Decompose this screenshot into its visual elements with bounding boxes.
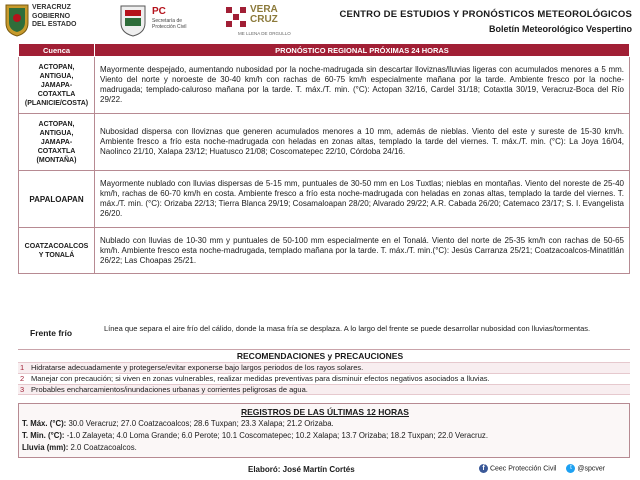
veracruz-logo-cruz: CRUZ <box>250 14 278 25</box>
tmax-label: T. Máx. (°C): <box>22 419 67 428</box>
registros-tmin <box>22 431 488 441</box>
veracruz-knot-icon <box>224 5 248 29</box>
table-row <box>19 114 630 171</box>
registros-tmax <box>22 419 334 429</box>
list-item-text: Hidratarse adecuadamente y protegerse/evitar exponerse bajo largos periodos de los rayos solares. <box>31 363 364 372</box>
forecast-cell: Mayormente despejado, aumentando nubosidad por la noche-madrugada sin descartar lloviznas/lluvias ligeras con acumulados menores a 5 mm. Viento del norte y noroeste de 30-40 km/h con rachas de 60-75 km/h especialmente mañana por la tarde. Ambiente fresco por la noche-madrugada; templado-caluroso mañana por la tarde. T. máx./T. min. (°C): Actopan 32/16, Cardel 31/18; Cotaxtla 30/19, Veracruz-Boca del Río 29/22. <box>95 57 630 114</box>
facebook-icon: f <box>479 464 488 473</box>
tmax-values: 30.0 Veracruz; 27.0 Coatzacoalcos; 28.6 Tuxpan; 23.3 Xalapa; 21.2 Orizaba. <box>66 419 334 428</box>
region-cell: PAPALOAPAN <box>19 171 95 228</box>
table-row <box>19 171 630 228</box>
list-item <box>18 373 630 384</box>
list-item-number: 3 <box>20 385 25 394</box>
forecast-cell: Nubosidad dispersa con lloviznas que generen acumulados menores a 10 mm, además de nieblas. Viento del este y sureste de 15-30 km/h. Ambiente fresco a frío esta noche-madrugada con heladas en zonas altas, templado la tarde del viernes. T. máx./T. min. (°C): La Joya 16/04, Naolinco 21/10, Xalapa 23/12; Huatusco 21/08; Coscomatepec 22/10, Córdoba 24/16. <box>95 114 630 171</box>
twitter-icon: t <box>566 464 575 473</box>
forecast-cell: Mayormente nublado con lluvias dispersas de 5-15 mm, puntuales de 30-50 mm en Los Tuxtlas; nieblas en montañas. Viento del noreste de 25-40 km/h, rachas de 60-70 km/h en costa. Ambiente fresco a frío esta noche-madrugada con heladas en zonas altas, templado la tarde del viernes. T. máx./T. min. (°C): Orizaba 22/13; Tierra Blanca 29/19; Cosamaloapan 28/20; Alvarado 29/22; A.R. Cabada 26/20; Catemaco 23/17; S. I. Evangelista 26/20. <box>95 171 630 228</box>
list-item <box>18 384 630 395</box>
elaboro-credit: Elaboró: José Martín Cortés <box>248 465 355 474</box>
region-cell: COATZACOALCOS Y TONALÁ <box>19 228 95 274</box>
social-links <box>479 464 605 473</box>
bulletin-title-block <box>340 9 633 34</box>
tmin-label: T. Min. (°C): <box>22 431 65 440</box>
veracruz-orgullo-logo <box>224 3 314 39</box>
list-item-text: Probables encharcamientos/inundaciones urbanas y corrientes peligrosas de agua. <box>31 385 308 394</box>
tmin-values: -1.0 Zalayeta; 4.0 Loma Grande; 6.0 Perote; 10.1 Coscomatepec; 10.2 Xalapa; 13.7 Orizaba; 18.2 Tuxpan; 22.0 Veracruz. <box>64 431 488 440</box>
forecast-table-header <box>19 44 630 57</box>
list-item <box>18 362 630 373</box>
proteccion-civil-subtitle: Secretaría de Protección Civil <box>152 18 187 30</box>
facebook-link[interactable]: Ceec Protección Civil <box>489 465 557 473</box>
table-row <box>19 57 630 114</box>
list-item-text: Manejar con precaución; si viven en zonas vulnerables, realizar medidas preventivas para disminuir efectos negativos asociados a lluvias. <box>31 374 490 383</box>
region-cell: ACTOPAN, ANTIGUA, JAMAPA- COTAXTLA (MONTAÑA) <box>19 114 95 171</box>
column-header-pronostico: PRONÓSTICO REGIONAL PRÓXIMAS 24 HORAS <box>95 44 630 57</box>
registros-box <box>18 403 630 458</box>
proteccion-civil-logo <box>118 3 218 39</box>
list-item-number: 1 <box>20 363 25 372</box>
center-title: CENTRO DE ESTUDIOS Y PRONÓSTICOS METEOROLÓGICOS <box>339 9 632 20</box>
twitter-link[interactable]: @spcver <box>577 465 606 473</box>
registros-title: REGISTROS DE LAS ÚLTIMAS 12 HORAS <box>241 407 409 417</box>
proteccion-civil-shield-icon <box>118 3 148 37</box>
veracruz-logo-text: VERACRUZ GOBIERNO DEL ESTADO <box>32 4 77 28</box>
frente-frio-label: Frente frío <box>30 328 73 338</box>
recommendations-list <box>18 362 630 395</box>
veracruz-seal-icon <box>4 3 30 37</box>
forecast-table <box>18 43 630 274</box>
lluvia-values: 2.0 Coatzacoalcos. <box>68 443 137 452</box>
proteccion-civil-initials: PC <box>152 6 166 17</box>
forecast-cell: Nublado con lluvias de 10-30 mm y puntuales de 50-100 mm especialmente en el Tonalá. Viento del norte de 25-35 km/h con rachas de 50-65 km/h. Ambiente fresco esta noche-madrugada, templado mañana por la tarde. T. máx./T. min.(°C): Jesús Carranza 25/21; Coatzacoalcos-Minatitlán 26/22; Las Choapas 25/21. <box>95 228 630 274</box>
column-header-cuenca: Cuenca <box>19 44 95 57</box>
region-cell: ACTOPAN, ANTIGUA, JAMAPA- COTAXTLA (PLANICIE/COSTA) <box>19 57 95 114</box>
frente-frio-definition <box>18 322 630 348</box>
lluvia-label: Lluvia (mm): <box>22 443 69 452</box>
veracruz-gobierno-logo <box>4 3 94 39</box>
registros-lluvia <box>22 443 137 453</box>
veracruz-logo-vera: VERA <box>250 4 278 15</box>
frente-frio-description: Línea que separa el aire frío del cálido, donde la masa fría se desplaza. A lo largo del frente se puede desarrollar nubosidad con lluvias/tormentas. <box>104 324 591 333</box>
table-row <box>19 228 630 274</box>
veracruz-logo-tagline: ME LLENA DE ORGULLO <box>238 31 291 36</box>
list-item-number: 2 <box>20 374 25 383</box>
recommendations-title: RECOMENDACIONES y PRECAUCIONES <box>236 351 404 361</box>
bulletin-subtitle: Boletín Meteorológico Vespertino <box>488 24 632 34</box>
bulletin-header <box>0 0 640 42</box>
section-divider <box>18 349 630 350</box>
